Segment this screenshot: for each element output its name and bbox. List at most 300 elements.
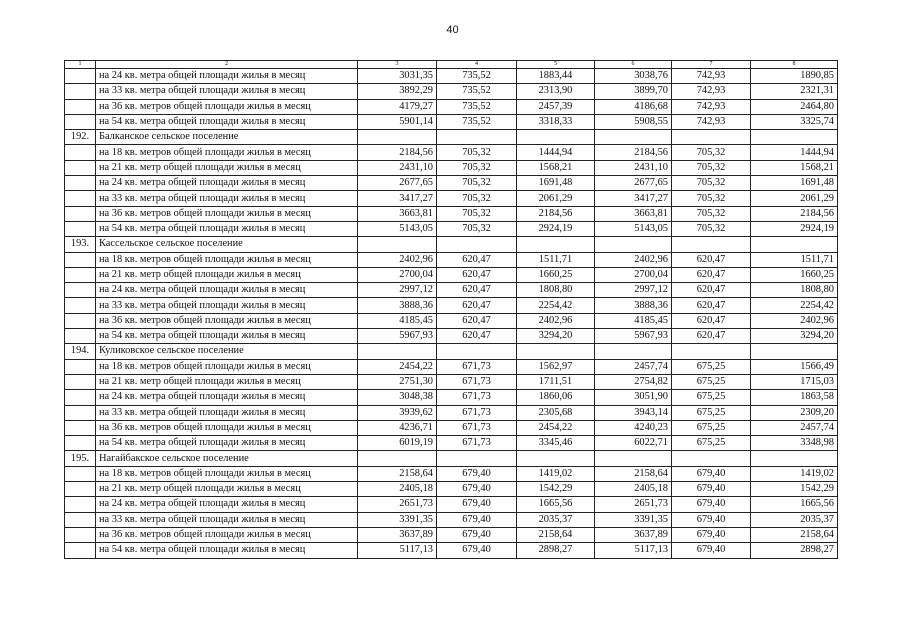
- value-cell: 671,73: [437, 436, 517, 451]
- value-cell: 3417,27: [595, 191, 672, 206]
- value-cell: [358, 344, 437, 359]
- value-cell: 735,52: [437, 84, 517, 99]
- table-row: [65, 497, 838, 512]
- description-cell: на 24 кв. метра общей площади жилья в месяц: [96, 69, 358, 84]
- value-cell: 2405,18: [358, 482, 437, 497]
- row-number-cell: [65, 512, 96, 527]
- value-cell: 705,32: [672, 206, 751, 221]
- section-row: [65, 237, 838, 252]
- description-cell: на 24 кв. метра общей площади жилья в месяц: [96, 497, 358, 512]
- value-cell: [517, 130, 595, 145]
- description-cell: на 33 кв. метра общей площади жилья в месяц: [96, 84, 358, 99]
- row-number-cell: [65, 252, 96, 267]
- description-cell: на 24 кв. метра общей площади жилья в месяц: [96, 176, 358, 191]
- table-row: [65, 436, 838, 451]
- value-cell: 3318,33: [517, 114, 595, 129]
- table-row: [65, 252, 838, 267]
- value-cell: [672, 344, 751, 359]
- value-cell: 1691,48: [751, 176, 838, 191]
- description-cell: на 24 кв. метра общей площади жилья в месяц: [96, 283, 358, 298]
- value-cell: 3888,36: [358, 298, 437, 313]
- value-cell: 679,40: [437, 527, 517, 542]
- value-cell: 5967,93: [595, 329, 672, 344]
- value-cell: 2184,56: [358, 145, 437, 160]
- value-cell: 2700,04: [358, 267, 437, 282]
- table-row: [65, 283, 838, 298]
- value-cell: 3663,81: [595, 206, 672, 221]
- value-cell: 3892,29: [358, 84, 437, 99]
- value-cell: [437, 451, 517, 466]
- value-cell: 2457,74: [751, 420, 838, 435]
- description-cell: на 54 кв. метра общей площади жилья в месяц: [96, 436, 358, 451]
- value-cell: 679,40: [437, 543, 517, 558]
- column-number-cell: 3: [358, 61, 437, 69]
- table-row: [65, 69, 838, 84]
- value-cell: [517, 344, 595, 359]
- value-cell: 3051,90: [595, 390, 672, 405]
- value-cell: 1419,02: [751, 466, 838, 481]
- value-cell: 671,73: [437, 390, 517, 405]
- table-row: [65, 99, 838, 114]
- value-cell: 2997,12: [595, 283, 672, 298]
- value-cell: 5901,14: [358, 114, 437, 129]
- value-cell: 2754,82: [595, 374, 672, 389]
- value-cell: 671,73: [437, 405, 517, 420]
- value-cell: 1542,29: [751, 482, 838, 497]
- column-number-cell: 6: [595, 61, 672, 69]
- value-cell: 3663,81: [358, 206, 437, 221]
- value-cell: [437, 237, 517, 252]
- value-cell: 620,47: [437, 313, 517, 328]
- value-cell: 735,52: [437, 99, 517, 114]
- row-number-cell: 194.: [65, 344, 96, 359]
- value-cell: 620,47: [437, 329, 517, 344]
- table-row: [65, 267, 838, 282]
- value-cell: 2898,27: [517, 543, 595, 558]
- value-cell: 705,32: [672, 191, 751, 206]
- value-cell: 1562,97: [517, 359, 595, 374]
- settlement-name-cell: Куликовское сельское поселение: [96, 344, 358, 359]
- value-cell: 2321,31: [751, 84, 838, 99]
- column-number-cell: 4: [437, 61, 517, 69]
- row-number-cell: [65, 329, 96, 344]
- row-number-cell: [65, 176, 96, 191]
- value-cell: 1665,56: [517, 497, 595, 512]
- row-number-cell: [65, 221, 96, 236]
- table-row: [65, 512, 838, 527]
- value-cell: 3637,89: [595, 527, 672, 542]
- row-number-cell: [65, 283, 96, 298]
- row-number-cell: [65, 69, 96, 84]
- value-cell: 2924,19: [751, 221, 838, 236]
- value-cell: 679,40: [672, 497, 751, 512]
- value-cell: 2677,65: [358, 176, 437, 191]
- value-cell: 1444,94: [517, 145, 595, 160]
- value-cell: 4240,23: [595, 420, 672, 435]
- value-cell: 679,40: [672, 466, 751, 481]
- value-cell: 679,40: [437, 512, 517, 527]
- value-cell: 5908,55: [595, 114, 672, 129]
- value-cell: 1808,80: [751, 283, 838, 298]
- description-cell: на 21 кв. метр общей площади жилья в месяц: [96, 482, 358, 497]
- row-number-cell: [65, 543, 96, 558]
- value-cell: 4185,45: [358, 313, 437, 328]
- value-cell: 705,32: [672, 160, 751, 175]
- value-cell: 1863,58: [751, 390, 838, 405]
- value-cell: 3038,76: [595, 69, 672, 84]
- tariff-table: [64, 60, 838, 559]
- value-cell: 2158,64: [751, 527, 838, 542]
- value-cell: [751, 130, 838, 145]
- section-row: [65, 130, 838, 145]
- value-cell: 2405,18: [595, 482, 672, 497]
- value-cell: 5117,13: [358, 543, 437, 558]
- value-cell: 3325,74: [751, 114, 838, 129]
- value-cell: 671,73: [437, 420, 517, 435]
- value-cell: 620,47: [672, 313, 751, 328]
- row-number-cell: [65, 374, 96, 389]
- value-cell: 705,32: [672, 145, 751, 160]
- value-cell: 1860,06: [517, 390, 595, 405]
- value-cell: 671,73: [437, 359, 517, 374]
- value-cell: 2431,10: [595, 160, 672, 175]
- value-cell: 6019,19: [358, 436, 437, 451]
- value-cell: [751, 237, 838, 252]
- row-number-cell: [65, 298, 96, 313]
- table-row: [65, 191, 838, 206]
- table-row: [65, 359, 838, 374]
- description-cell: на 33 кв. метра общей площади жилья в месяц: [96, 405, 358, 420]
- value-cell: 1890,85: [751, 69, 838, 84]
- value-cell: [358, 130, 437, 145]
- description-cell: на 54 кв. метра общей площади жилья в месяц: [96, 114, 358, 129]
- value-cell: [672, 130, 751, 145]
- value-cell: 5143,05: [358, 221, 437, 236]
- description-cell: на 33 кв. метра общей площади жилья в месяц: [96, 298, 358, 313]
- row-number-cell: [65, 267, 96, 282]
- value-cell: 2158,64: [358, 466, 437, 481]
- description-cell: на 21 кв. метр общей площади жилья в месяц: [96, 374, 358, 389]
- value-cell: 2457,74: [595, 359, 672, 374]
- value-cell: [672, 237, 751, 252]
- value-cell: 2700,04: [595, 267, 672, 282]
- value-cell: 705,32: [672, 176, 751, 191]
- value-cell: 2158,64: [517, 527, 595, 542]
- table-row: [65, 84, 838, 99]
- value-cell: 735,52: [437, 69, 517, 84]
- value-cell: 705,32: [672, 221, 751, 236]
- column-number-cell: 5: [517, 61, 595, 69]
- value-cell: 2924,19: [517, 221, 595, 236]
- value-cell: 1511,71: [751, 252, 838, 267]
- description-cell: на 18 кв. метров общей площади жилья в месяц: [96, 359, 358, 374]
- value-cell: 1711,51: [517, 374, 595, 389]
- table-row: [65, 298, 838, 313]
- value-cell: 2457,39: [517, 99, 595, 114]
- value-cell: 2035,37: [517, 512, 595, 527]
- value-cell: 3417,27: [358, 191, 437, 206]
- value-cell: 3031,35: [358, 69, 437, 84]
- table-row: [65, 420, 838, 435]
- value-cell: 679,40: [437, 497, 517, 512]
- row-number-cell: [65, 84, 96, 99]
- column-number-cell: 7: [672, 61, 751, 69]
- value-cell: 4186,68: [595, 99, 672, 114]
- value-cell: 2254,42: [751, 298, 838, 313]
- description-cell: на 18 кв. метров общей площади жилья в месяц: [96, 252, 358, 267]
- row-number-cell: [65, 466, 96, 481]
- value-cell: 2184,56: [595, 145, 672, 160]
- value-cell: 1715,03: [751, 374, 838, 389]
- value-cell: 2997,12: [358, 283, 437, 298]
- description-cell: на 21 кв. метр общей площади жилья в месяц: [96, 267, 358, 282]
- value-cell: [751, 451, 838, 466]
- table-row: [65, 206, 838, 221]
- value-cell: 2751,30: [358, 374, 437, 389]
- description-cell: на 33 кв. метра общей площади жилья в месяц: [96, 512, 358, 527]
- description-cell: на 18 кв. метров общей площади жилья в месяц: [96, 145, 358, 160]
- value-cell: 1542,29: [517, 482, 595, 497]
- row-number-cell: [65, 160, 96, 175]
- table-row: [65, 160, 838, 175]
- value-cell: [751, 344, 838, 359]
- value-cell: 3348,98: [751, 436, 838, 451]
- value-cell: 3888,36: [595, 298, 672, 313]
- row-number-cell: [65, 191, 96, 206]
- row-number-cell: 193.: [65, 237, 96, 252]
- value-cell: 2305,68: [517, 405, 595, 420]
- value-cell: 705,32: [437, 206, 517, 221]
- value-cell: 735,52: [437, 114, 517, 129]
- value-cell: [437, 130, 517, 145]
- value-cell: 3048,38: [358, 390, 437, 405]
- value-cell: [517, 237, 595, 252]
- value-cell: 3943,14: [595, 405, 672, 420]
- table-row: [65, 527, 838, 542]
- table-row: [65, 176, 838, 191]
- description-cell: на 36 кв. метров общей площади жилья в месяц: [96, 420, 358, 435]
- description-cell: на 54 кв. метра общей площади жилья в месяц: [96, 543, 358, 558]
- row-number-cell: [65, 359, 96, 374]
- value-cell: 4179,27: [358, 99, 437, 114]
- description-cell: на 21 кв. метр общей площади жилья в месяц: [96, 160, 358, 175]
- value-cell: 5967,93: [358, 329, 437, 344]
- description-cell: на 18 кв. метров общей площади жилья в месяц: [96, 466, 358, 481]
- value-cell: 2454,22: [517, 420, 595, 435]
- value-cell: 1660,25: [517, 267, 595, 282]
- value-cell: 2402,96: [517, 313, 595, 328]
- row-number-cell: [65, 390, 96, 405]
- row-number-cell: [65, 420, 96, 435]
- value-cell: 675,25: [672, 436, 751, 451]
- row-number-cell: [65, 313, 96, 328]
- value-cell: [595, 344, 672, 359]
- value-cell: 1568,21: [751, 160, 838, 175]
- value-cell: 1883,44: [517, 69, 595, 84]
- row-number-cell: [65, 497, 96, 512]
- value-cell: 705,32: [437, 145, 517, 160]
- value-cell: 1444,94: [751, 145, 838, 160]
- value-cell: 1419,02: [517, 466, 595, 481]
- value-cell: 2651,73: [358, 497, 437, 512]
- value-cell: 675,25: [672, 359, 751, 374]
- value-cell: 620,47: [672, 267, 751, 282]
- settlement-name-cell: Нагайбакское сельское поселение: [96, 451, 358, 466]
- value-cell: 1511,71: [517, 252, 595, 267]
- value-cell: 705,32: [437, 176, 517, 191]
- value-cell: 2035,37: [751, 512, 838, 527]
- table-row: [65, 466, 838, 481]
- value-cell: 2402,96: [751, 313, 838, 328]
- value-cell: [672, 451, 751, 466]
- value-cell: 679,40: [672, 527, 751, 542]
- column-number-cell: 8: [751, 61, 838, 69]
- description-cell: на 36 кв. метров общей площади жилья в месяц: [96, 206, 358, 221]
- value-cell: 2651,73: [595, 497, 672, 512]
- value-cell: 620,47: [437, 283, 517, 298]
- value-cell: 620,47: [437, 252, 517, 267]
- row-number-cell: [65, 145, 96, 160]
- section-row: [65, 451, 838, 466]
- value-cell: 742,93: [672, 114, 751, 129]
- row-number-cell: [65, 405, 96, 420]
- value-cell: 620,47: [672, 329, 751, 344]
- value-cell: 3345,46: [517, 436, 595, 451]
- value-cell: 675,25: [672, 420, 751, 435]
- value-cell: 3391,35: [595, 512, 672, 527]
- value-cell: 4236,71: [358, 420, 437, 435]
- value-cell: 2313,90: [517, 84, 595, 99]
- row-number-cell: 195.: [65, 451, 96, 466]
- table-row: [65, 390, 838, 405]
- value-cell: 705,32: [437, 160, 517, 175]
- value-cell: 679,40: [672, 512, 751, 527]
- value-cell: 2061,29: [751, 191, 838, 206]
- value-cell: 2184,56: [751, 206, 838, 221]
- value-cell: 5143,05: [595, 221, 672, 236]
- table-row: [65, 114, 838, 129]
- value-cell: 742,93: [672, 69, 751, 84]
- value-cell: 1665,56: [751, 497, 838, 512]
- value-cell: 3939,62: [358, 405, 437, 420]
- settlement-name-cell: Кассельское сельское поселение: [96, 237, 358, 252]
- row-number-cell: 192.: [65, 130, 96, 145]
- value-cell: 742,93: [672, 84, 751, 99]
- row-number-cell: [65, 436, 96, 451]
- section-row: [65, 344, 838, 359]
- value-cell: 679,40: [672, 543, 751, 558]
- value-cell: [517, 451, 595, 466]
- column-number-row: [65, 61, 838, 69]
- value-cell: [358, 237, 437, 252]
- value-cell: [595, 237, 672, 252]
- value-cell: 2402,96: [358, 252, 437, 267]
- table-body: [65, 61, 838, 559]
- value-cell: 2677,65: [595, 176, 672, 191]
- value-cell: 620,47: [672, 252, 751, 267]
- row-number-cell: [65, 206, 96, 221]
- description-cell: на 54 кв. метра общей площади жилья в месяц: [96, 329, 358, 344]
- value-cell: 2464,80: [751, 99, 838, 114]
- table-row: [65, 543, 838, 558]
- settlement-name-cell: Балканское сельское поселение: [96, 130, 358, 145]
- value-cell: 4185,45: [595, 313, 672, 328]
- value-cell: 2402,96: [595, 252, 672, 267]
- value-cell: 679,40: [672, 482, 751, 497]
- value-cell: 3294,20: [751, 329, 838, 344]
- value-cell: 2061,29: [517, 191, 595, 206]
- value-cell: 705,32: [437, 191, 517, 206]
- table-row: [65, 405, 838, 420]
- value-cell: [595, 130, 672, 145]
- row-number-cell: [65, 114, 96, 129]
- value-cell: 5117,13: [595, 543, 672, 558]
- value-cell: [595, 451, 672, 466]
- table-row: [65, 329, 838, 344]
- description-cell: на 54 кв. метра общей площади жилья в месяц: [96, 221, 358, 236]
- value-cell: 3294,20: [517, 329, 595, 344]
- column-number-cell: 1: [65, 61, 96, 69]
- value-cell: 1660,25: [751, 267, 838, 282]
- column-number-cell: 2: [96, 61, 358, 69]
- value-cell: 2431,10: [358, 160, 437, 175]
- value-cell: 1691,48: [517, 176, 595, 191]
- page-number: 40: [446, 24, 459, 36]
- value-cell: 679,40: [437, 482, 517, 497]
- value-cell: 2309,20: [751, 405, 838, 420]
- value-cell: 679,40: [437, 466, 517, 481]
- value-cell: 620,47: [672, 283, 751, 298]
- row-number-cell: [65, 527, 96, 542]
- table-row: [65, 221, 838, 236]
- value-cell: 620,47: [437, 298, 517, 313]
- value-cell: 671,73: [437, 374, 517, 389]
- value-cell: 675,25: [672, 405, 751, 420]
- value-cell: 675,25: [672, 390, 751, 405]
- description-cell: на 36 кв. метров общей площади жилья в месяц: [96, 99, 358, 114]
- value-cell: 3391,35: [358, 512, 437, 527]
- description-cell: на 33 кв. метра общей площади жилья в месяц: [96, 191, 358, 206]
- row-number-cell: [65, 482, 96, 497]
- value-cell: [358, 451, 437, 466]
- value-cell: 675,25: [672, 374, 751, 389]
- value-cell: 3899,70: [595, 84, 672, 99]
- row-number-cell: [65, 99, 96, 114]
- table-row: [65, 482, 838, 497]
- description-cell: на 36 кв. метров общей площади жилья в месяц: [96, 527, 358, 542]
- description-cell: на 36 кв. метров общей площади жилья в месяц: [96, 313, 358, 328]
- value-cell: 742,93: [672, 99, 751, 114]
- value-cell: 2898,27: [751, 543, 838, 558]
- value-cell: 6022,71: [595, 436, 672, 451]
- value-cell: 3637,89: [358, 527, 437, 542]
- value-cell: [437, 344, 517, 359]
- value-cell: 2184,56: [517, 206, 595, 221]
- description-cell: на 24 кв. метра общей площади жилья в месяц: [96, 390, 358, 405]
- value-cell: 620,47: [672, 298, 751, 313]
- value-cell: 1568,21: [517, 160, 595, 175]
- value-cell: 2158,64: [595, 466, 672, 481]
- value-cell: 2454,22: [358, 359, 437, 374]
- value-cell: 1808,80: [517, 283, 595, 298]
- table-row: [65, 145, 838, 160]
- value-cell: 705,32: [437, 221, 517, 236]
- table-row: [65, 374, 838, 389]
- value-cell: 2254,42: [517, 298, 595, 313]
- value-cell: 620,47: [437, 267, 517, 282]
- value-cell: 1566,49: [751, 359, 838, 374]
- table-row: [65, 313, 838, 328]
